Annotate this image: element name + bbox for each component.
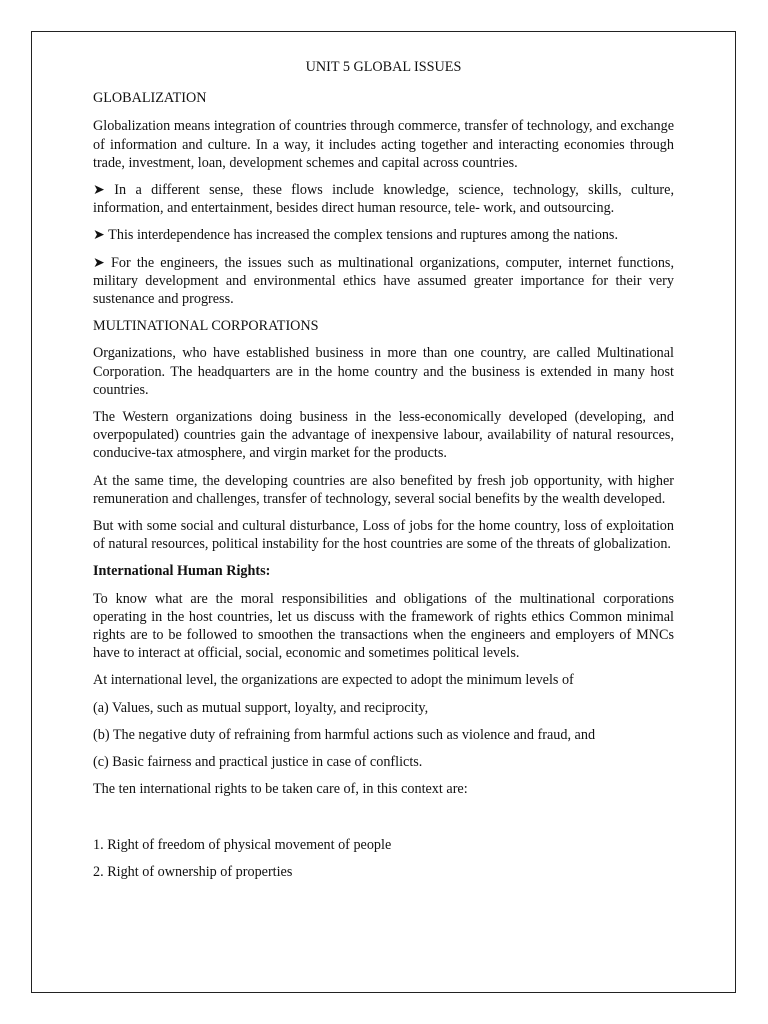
- mnc-paragraph: But with some social and cultural disturbance, Loss of jobs for the home country, loss of exploitation of natural resources, political instability for the host countries are some of the threats of globalization.: [93, 518, 674, 553]
- globalization-bullet: ➤ This interdependence has increased the complex tensions and ruptures among the nations.: [93, 227, 618, 244]
- human-rights-paragraph: To know what are the moral responsibilities and obligations of the multinational corporations operating in the host countries, let us discuss with the framework of rights ethics Common minimal rights are to be followed to smoothen the transactions when the engineers and employers of MNCs have to interact at official, social, economic and sometimes political levels.: [93, 590, 674, 662]
- list-item: 1. Right of freedom of physical movement of people: [93, 836, 392, 853]
- human-rights-intro: At international level, the organizations are expected to adopt the minimum levels of: [93, 672, 574, 689]
- globalization-paragraph: Globalization means integration of countries through commerce, transfer of technology, and exchange of information and culture. In a way, it includes acting together and interacting economies through trade, investment, loan, development schemes and capital across countries.: [93, 118, 674, 171]
- list-item: (c) Basic fairness and practical justice in case of conflicts.: [93, 754, 423, 771]
- list-item: (a) Values, such as mutual support, loyalty, and reciprocity,: [93, 699, 429, 716]
- list-item: (b) The negative duty of refraining from harmful actions such as violence and fraud, and: [93, 726, 596, 743]
- human-rights-heading: International Human Rights:: [93, 563, 271, 580]
- list-item: 2. Right of ownership of properties: [93, 863, 293, 880]
- document-title: UNIT 5 GLOBAL ISSUES: [305, 59, 462, 75]
- globalization-heading: GLOBALIZATION: [93, 90, 207, 107]
- mnc-heading: MULTINATIONAL CORPORATIONS: [93, 318, 319, 335]
- rights-intro: The ten international rights to be taken care of, in this context are:: [93, 781, 468, 798]
- globalization-bullet: ➤ In a different sense, these flows include knowledge, science, technology, skills, culture, information, and entertainment, besides direct human resource, tele- work, and outsourcing.: [93, 182, 674, 217]
- document-body: [93, 58, 674, 881]
- globalization-bullet: ➤ For the engineers, the issues such as multinational organizations, computer, internet functions, military development and environmental ethics have assumed greater importance for their very sustenance and progress.: [93, 254, 674, 308]
- mnc-paragraph: Organizations, who have established business in more than one country, are called Multinational Corporation. The headquarters are in the home country and the business is extended in many host countries.: [93, 345, 674, 398]
- mnc-paragraph: At the same time, the developing countries are also benefited by fresh job opportunity, with higher remuneration and challenges, transfer of technology, several social benefits by the wealth developed.: [93, 472, 674, 507]
- mnc-paragraph: The Western organizations doing business in the less-economically developed (developing, and overpopulated) countries gain the advantage of inexpensive labour, availability of natural resources, conducive-tax atmosphere, and virgin market for the products.: [93, 409, 674, 462]
